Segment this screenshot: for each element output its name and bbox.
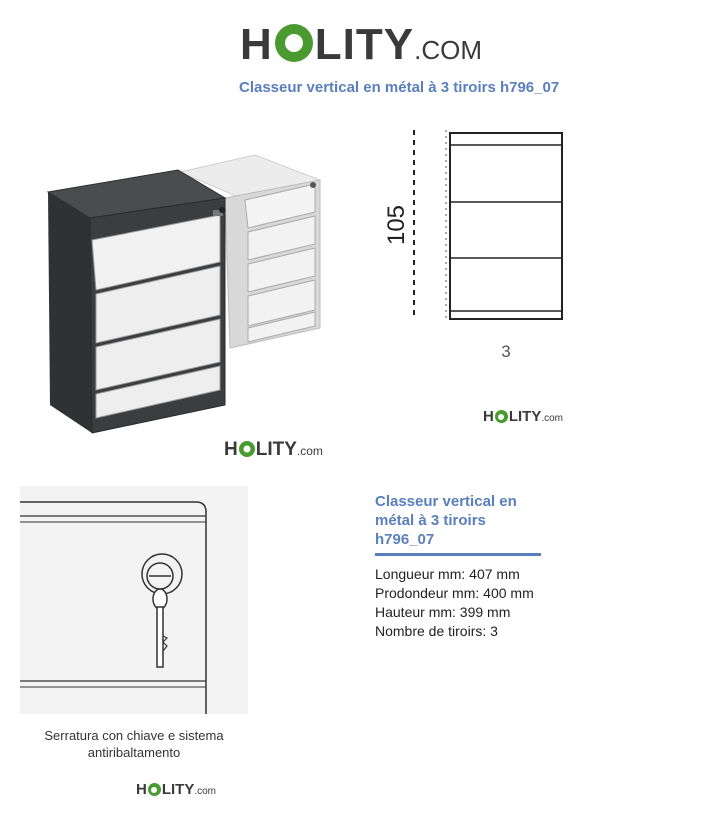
lock-caption: Serratura con chiave e sistema antiribaltamento bbox=[44, 728, 224, 760]
dark-cabinet bbox=[48, 170, 225, 433]
cabinet-outline bbox=[450, 133, 562, 319]
dimension-drawing bbox=[380, 125, 580, 370]
spec-depth: Prodondeur mm: 400 mm bbox=[375, 585, 534, 601]
height-label: 105 bbox=[383, 204, 410, 246]
spec-length: Longueur mm: 407 mm bbox=[375, 566, 520, 582]
page-title: Classeur vertical en métal à 3 tiroirs h796_07 bbox=[239, 79, 560, 96]
lock-detail-background bbox=[20, 486, 248, 714]
spec-list bbox=[375, 565, 534, 641]
logo-text-end: LITY bbox=[314, 20, 415, 69]
logo-o-icon bbox=[495, 410, 508, 423]
logo-text-start: H bbox=[240, 20, 273, 69]
logo-suffix: .COM bbox=[414, 35, 482, 65]
spec-divider bbox=[375, 553, 541, 556]
spec-title: Classeur vertical en métal à 3 tiroirs h796_07 bbox=[375, 493, 517, 548]
logo-o-icon bbox=[275, 24, 313, 62]
width-label: 3 bbox=[501, 342, 511, 361]
logo-o-icon bbox=[239, 441, 255, 457]
lock-logo: H LITY .com bbox=[136, 781, 217, 798]
spec-height: Hauteur mm: 399 mm bbox=[375, 604, 511, 620]
photo-logo: H LITY .com bbox=[224, 439, 323, 460]
logo-o-icon bbox=[148, 783, 161, 796]
lock-detail-image bbox=[20, 486, 248, 714]
drawing-logo: H LITY .com bbox=[483, 408, 564, 425]
brand-logo bbox=[240, 20, 482, 70]
spec-drawers: Nombre de tiroirs: 3 bbox=[375, 623, 498, 639]
product-photo bbox=[40, 150, 340, 440]
